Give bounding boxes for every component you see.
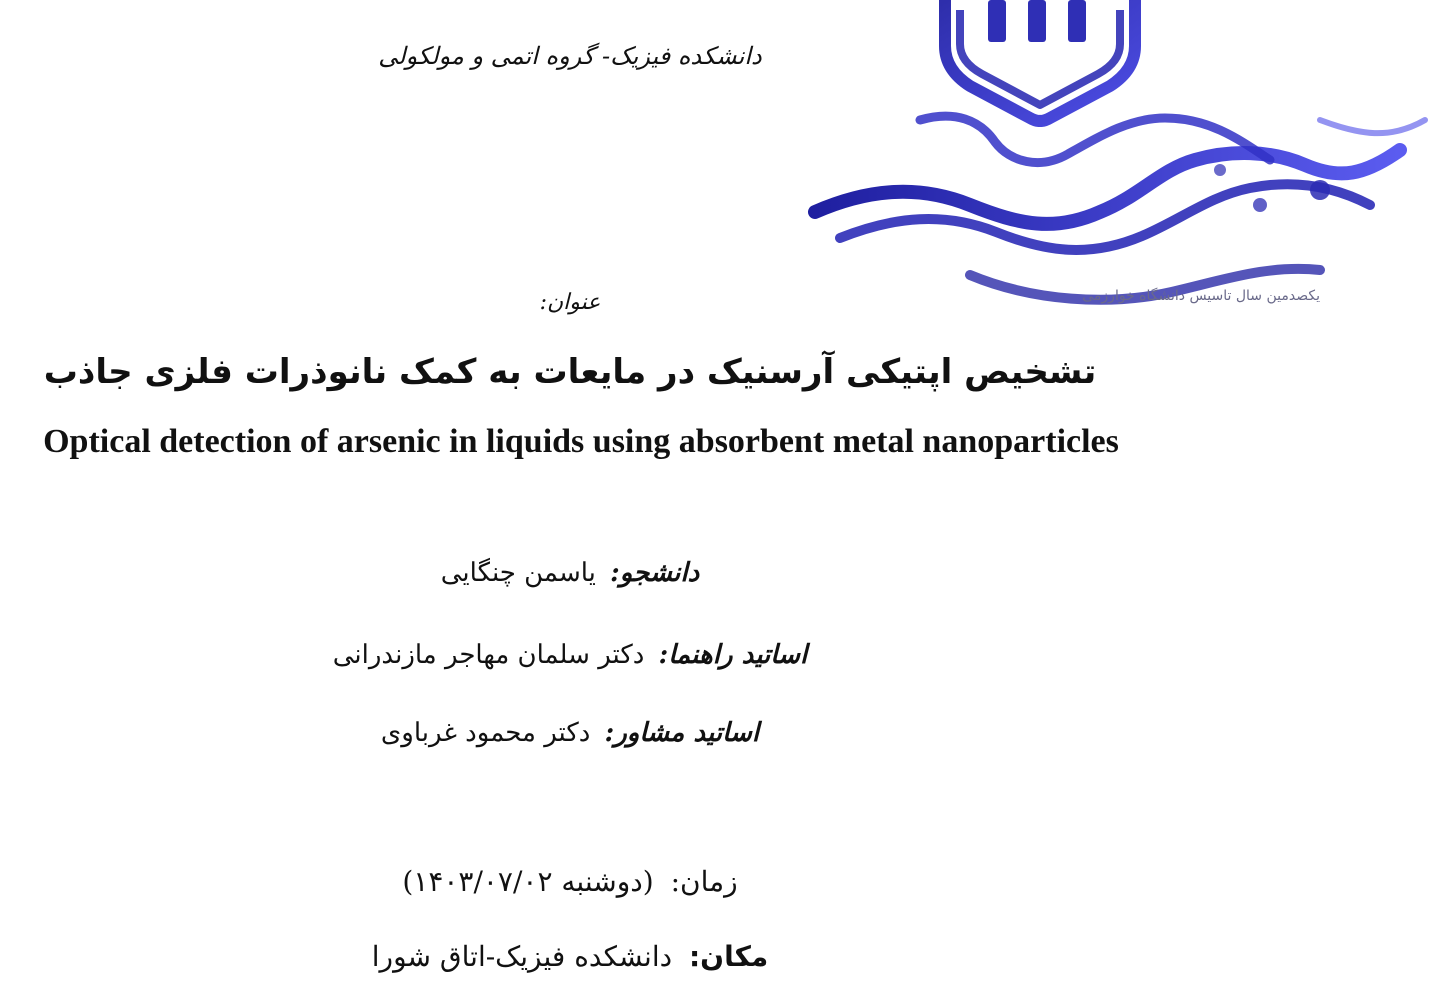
faculty-group-header: دانشکده فیزیک- گروه اتمی و مولکولی [378,42,762,70]
student-label: دانشجو: [610,558,700,588]
advisor-line [0,718,1140,748]
advisor-name: دکتر محمود غرباوی [380,718,591,748]
logo-caption: یکصدمین سال تاسیس دانشگاه خوارزمی [1082,288,1320,304]
university-logo [800,0,1446,330]
supervisor-label: اساتید راهنما: [658,640,808,670]
place-line [0,940,1140,973]
thesis-title-english: Optical detection of arsenic in liquids using absorbent metal nanoparticles [43,423,1119,460]
time-label: زمان: [670,865,738,898]
title-label: عنوان: [539,290,601,315]
student-line [0,558,1140,588]
logo-calligraphy [815,116,1425,300]
supervisor-line [0,640,1140,670]
logo-emblem [945,0,1135,121]
place-label: مکان: [688,940,769,973]
student-name: یاسمن چنگایی [440,558,596,588]
place-value: دانشکده فیزیک-اتاق شورا [371,940,673,973]
thesis-title-persian: تشخیص اپتیکی آرسنیک در مایعات به کمک نانوذرات فلزی جاذب [43,352,1097,392]
advisor-label: اساتید مشاور: [604,718,760,748]
supervisor-name: دکتر سلمان مهاجر مازندرانی [332,640,645,670]
time-value: (دوشنبه ۱۴۰۳/۰۷/۰۲) [402,865,654,898]
time-line [0,865,1140,898]
